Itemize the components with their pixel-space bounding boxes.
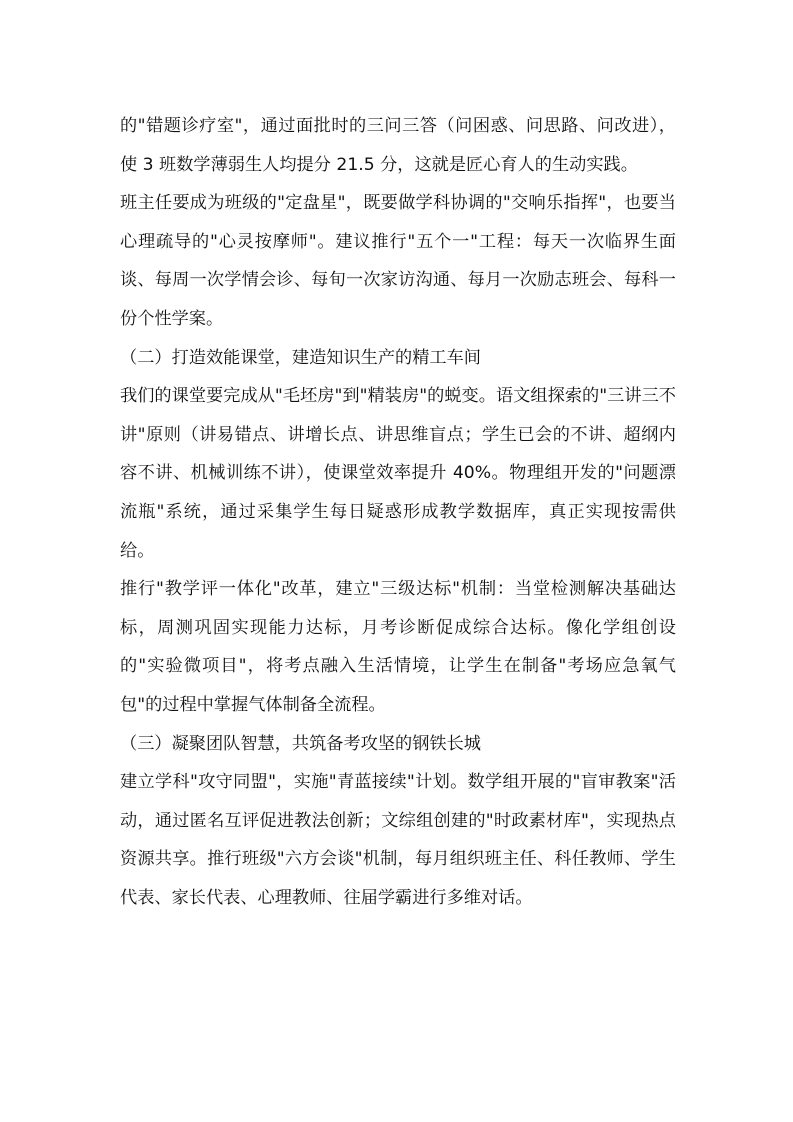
paragraph-teaching-reform: 推行"教学评一体化"改革，建立"三级达标"机制：当堂检测解决基础达标，周测巩固实现能力达标，月考诊断促成综合达标。像化学组创设的"实验微项目"，将考点融入生活情境，让学生在制备"考场应急氧气包"的过程中掌握气体制备全流程。 [120,579,676,715]
paragraph-head-teacher: 班主任要成为班级的"定盘星"，既要做学科协调的"交响乐指挥"，也要当心理疏导的"心灵按摩师"。建议推行"五个一"工程：每天一次临界生面谈、每周一次学情会诊、每旬一次家访沟通、每月一次励志班会、每科一份个性学案。 [120,193,676,329]
paragraph-error-clinic: 的"错题诊疗室"，通过面批时的三问三答（问困惑、问思路、问改进），使 3 班数学薄弱生人均提分 21.5 分，这就是匠心育人的生动实践。 [120,116,676,175]
section-heading-3: （三）凝聚团队智慧，共筑备考攻坚的钢铁长城 [120,733,481,754]
paragraph-team: 建立学科"攻守同盟"，实施"青蓝接续"计划。数学组开展的"盲审教案"活动，通过匿名互评促进教法创新；文综组创建的"时政素材库"，实现热点资源共享。推行班级"六方会谈"机制，每月组织班主任、科任教师、学生代表、家长代表、心理教师、往届学霸进行多维对话。 [120,772,676,908]
section-heading-2: （二）打造效能课堂，建造知识生产的精工车间 [120,347,481,368]
document-body [120,107,676,917]
paragraph-classroom: 我们的课堂要完成从"毛坯房"到"精装房"的蜕变。语文组探索的"三讲三不讲"原则（讲易错点、讲增长点、讲思维盲点；学生已会的不讲、超纲内容不讲、机械训练不讲），使课堂效率提升 40%。物理组开发的"问题漂流瓶"系统，通过采集学生每日疑惑形成教学数据库，真正实现按需供给。 [120,386,676,561]
